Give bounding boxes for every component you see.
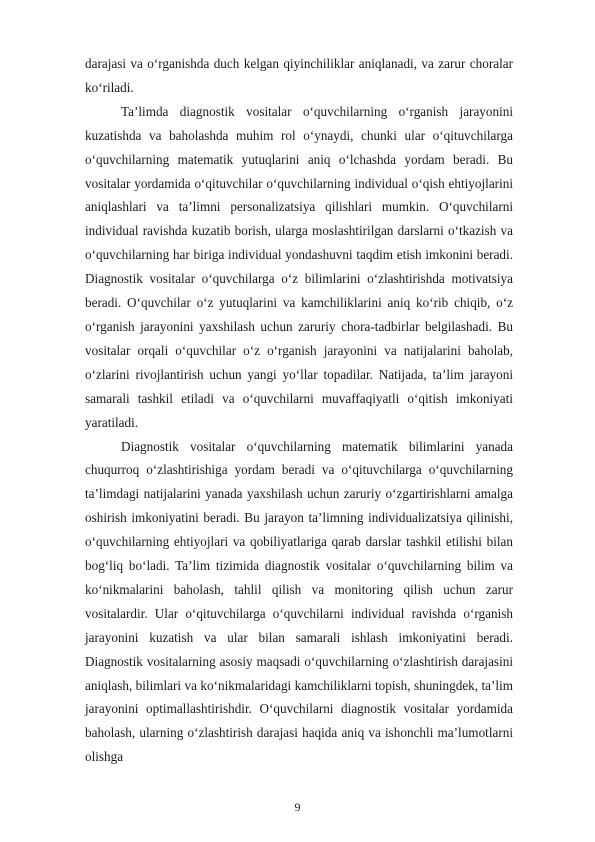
paragraph-continuation: darajasi va o‘rganishda duch kelgan qiyinchiliklar aniqlanadi, va zarur choralar ko‘riladi.: [85, 56, 513, 95]
paragraph-diagnostic-tools: Diagnostik vositalar o‘quvchilarning matematik bilimlarini yanada chuqurroq o‘zlashtirishiga yordam beradi va o‘qituvchilarga o‘quvchilarning ta’limdagi natijalarini yanada yaxshilash uchun zaruriy o‘zgartirishlarni amalga oshirish imkoniyatini beradi. Bu jarayon ta’limning individualizatsiya qilinishi, o‘quvchilarning ehtiyojlari va qobiliyatlariga qarab darslar tashkil etilishi bilan bog‘liq bo‘ladi. Ta’lim tizimida diagnostik vositalar o‘quvchilarning bilim va ko‘nikmalarini baholash, tahlil qilish va monitoring qilish uchun zarur vositalardir. Ular o‘qituvchilarga o‘quvchilarni individual ravishda o‘rganish jarayonini kuzatish va ular bilan samarali ishlash imkoniyatini beradi. Diagnostik vositalarning asosiy maqsadi o‘quvchilarning o‘zlashtirish darajasini aniqlash, bilimlari va ko‘nikmalaridagi kamchiliklarni topish, shuningdek, ta’lim jarayonini optimallashtirishdir. O‘quvchilarni diagnostik vositalar yordamida baholash, ularning o‘zlashtirish darajasi haqida aniq va ishonchli ma’lumotlarni olishga: [85, 438, 513, 765]
paragraph-diagnostic-role: Ta’limda diagnostik vositalar o‘quvchilarning o‘rganish jarayonini kuzatishda va baholashda muhim rol o‘ynaydi, chunki ular o‘qituvchilarga o‘quvchilarning matematik yutuqlarini aniq o‘lchashda yordam beradi. Bu vositalar yordamida o‘qituvchilar o‘quvchilarning individual o‘qish ehtiyojlarini aniqlashlari va ta’limni personalizatsiya qilishlari mumkin. O‘quvchilarni individual ravishda kuzatib borish, ularga moslashtirilgan darslarni o‘tkazish va o‘quvchilarning har biriga individual yondashuvni taqdim etish imkonini beradi. Diagnostik vositalar o‘quvchilarga o‘z bilimlarini o‘zlashtirishda motivatsiya beradi. O‘quvchilar o‘z yutuqlarini va kamchiliklarini aniq ko‘rib chiqib, o‘z o‘rganish jarayonini yaxshilash uchun zaruriy chora-tadbirlar belgilashadi. Bu vositalar orqali o‘quvchilar o‘z o‘rganish jarayonini va natijalarini baholab, o‘zlarini rivojlantirish uchun yangi yo‘llar topadilar. Natijada, ta’lim jarayoni samarali tashkil etiladi va o‘quvchilarni muvaffaqiyatli o‘qitish imkoniyati yaratiladi.: [85, 103, 513, 430]
body-text: [85, 52, 513, 769]
page-number: 9: [294, 800, 301, 814]
